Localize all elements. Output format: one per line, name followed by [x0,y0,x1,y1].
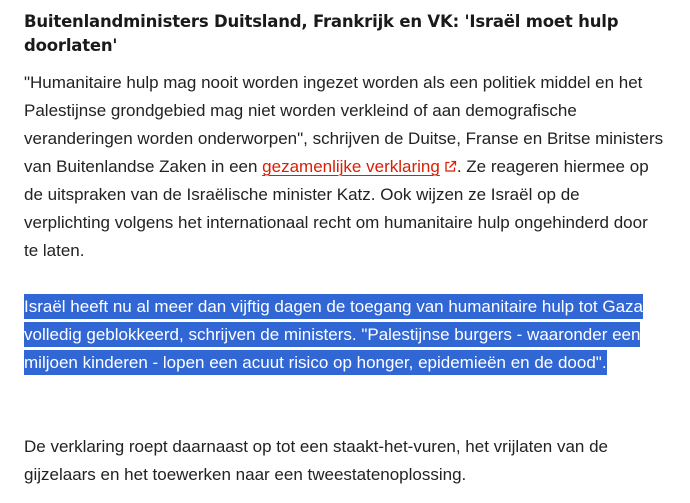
paragraph-intro-text-before: "Humanitaire hulp mag nooit worden ingezet worden als een politiek middel en het Palestijnse grondgebied mag niet worden verkleind of aan demografische veranderingen worden onderworpen", schrijven de Duitse, Franse en Britse ministers van Buitenlandse Zaken in een [24,73,664,176]
paragraph-intro-text-after: . Ze reageren hiermee op de uitspraken van de Israëlische minister Katz. Ook wijzen ze Israël op de verplichting volgens het internationaal recht om humanitaire hulp ongehinderd door te laten. [24,157,649,260]
selected-text[interactable]: Israël heeft nu al meer dan vijftig dagen de toegang van humanitaire hulp tot Gaza volledig geblokkeerd, schrijven de ministers. "Palestijnse burgers - waaronder een miljoen kinderen - lopen een acuut risico op honger, epidemieën en de dood". [24,294,643,375]
paragraph-intro [24,69,664,265]
joint-statement-link-label[interactable]: gezamenlijke verklaring [262,157,440,176]
joint-statement-link[interactable] [262,157,457,176]
paragraph-selected[interactable] [24,293,664,377]
paragraph-statement: De verklaring roept daarnaast op tot een staakt-het-vuren, het vrijlaten van de gijzelaars en het toewerken naar een tweestatenoplossing. [24,437,609,484]
external-link-icon[interactable] [444,160,457,173]
article [24,10,664,484]
article-headline: Buitenlandministers Duitsland, Frankrijk en VK: 'Israël moet hulp doorlaten' [24,12,619,55]
